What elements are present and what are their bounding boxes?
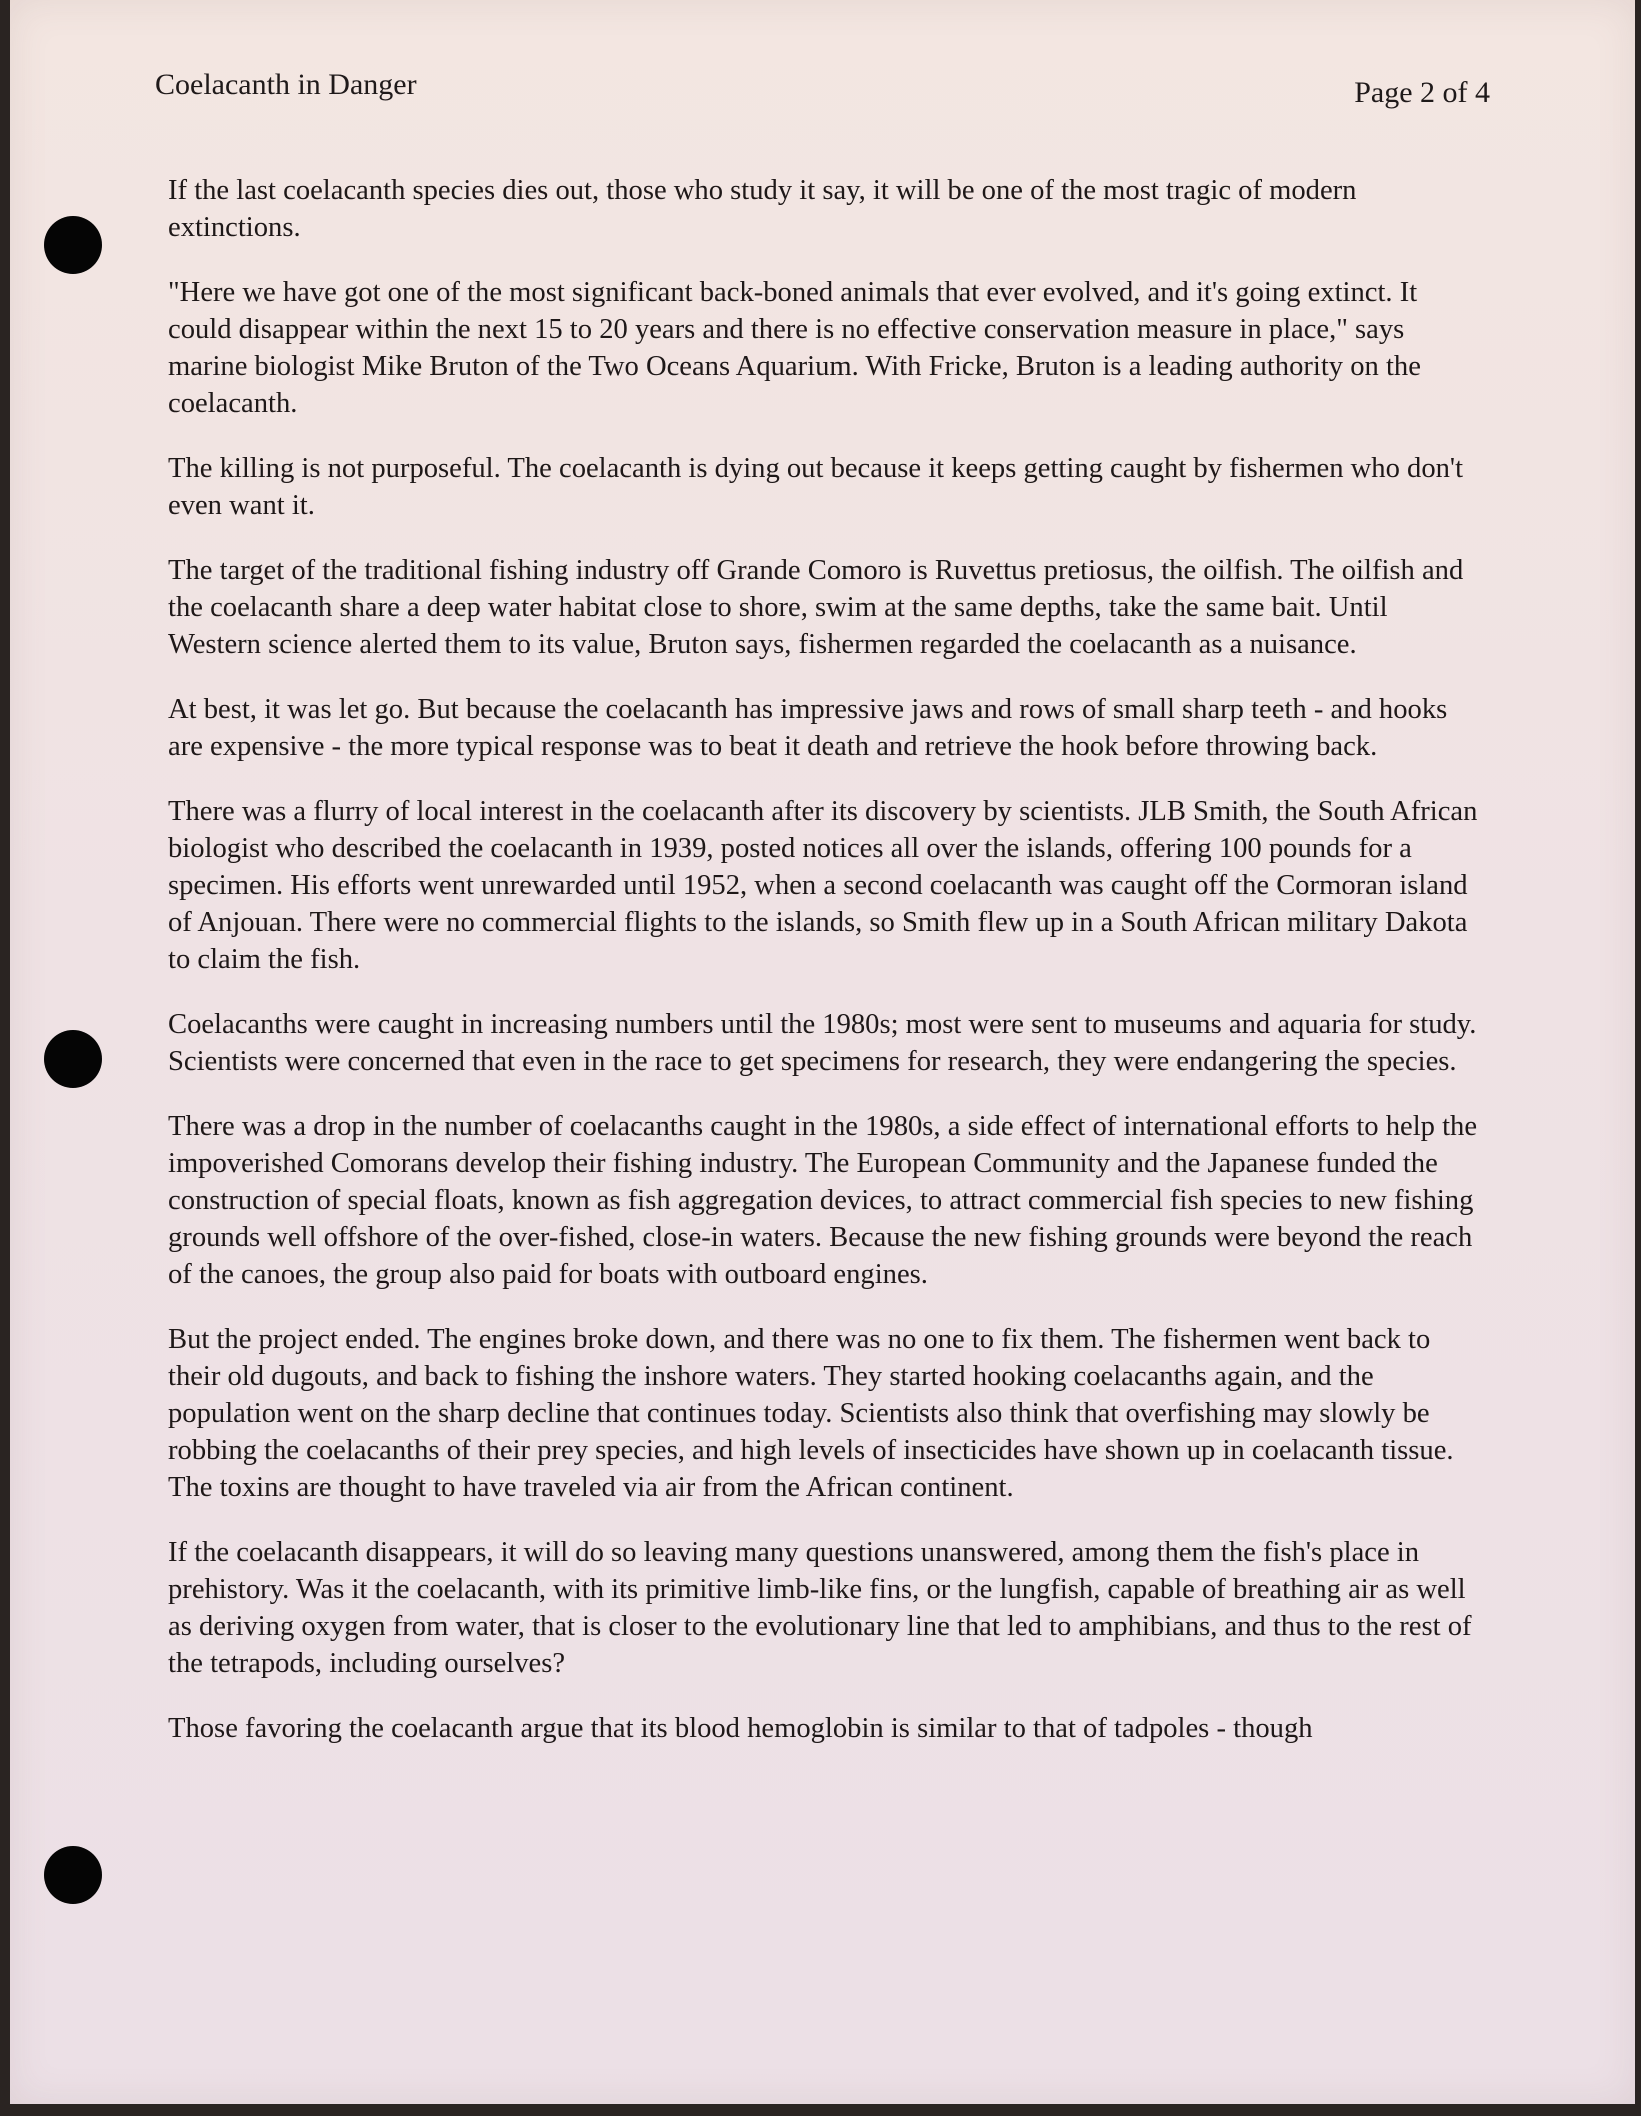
paragraph-8: There was a drop in the number of coelacanths caught in the 1980s, a side effect of international efforts to help the impoverished Comorans develop their fishing industry. The European Community and the Japanese funded the construction of special floats, known as fish aggregation devices, to attract commercial fish species to new fishing grounds well offshore of the over-fished, close-in waters. Because the new fishing grounds were beyond the reach of the canoes, the group also paid for boats with outboard engines.: [168, 1111, 1478, 1290]
document-title: Coelacanth in Danger: [155, 68, 417, 101]
paragraph-2: "Here we have got one of the most significant back-boned animals that ever evolved, and it's going extinct. It could disappear within the next 15 to 20 years and there is no effective conservation measure in place," says marine biologist Mike Bruton of the Two Oceans Aquarium. With Fricke, Bruton is a leading authority on the coelacanth.: [168, 277, 1421, 419]
paragraph-10: If the coelacanth disappears, it will do so leaving many questions unanswered, among them the fish's place in prehistory. Was it the coelacanth, with its primitive limb-like fins, or the lungfish, capable of breathing air as well as deriving oxygen from water, that is closer to the evolutionary line that led to amphibians, and thus to the rest of the tetrapods, including ourselves?: [168, 1537, 1472, 1679]
paragraph-7: Coelacanths were caught in increasing numbers until the 1980s; most were sent to museums and aquaria for study. Scientists were concerned that even in the race to get specimens for research, they were endangering the species.: [168, 1009, 1477, 1077]
paragraph-5: At best, it was let go. But because the coelacanth has impressive jaws and rows of small sharp teeth - and hooks are expensive - the more typical response was to beat it death and retrieve the hook before throwing back.: [168, 694, 1448, 762]
document-page: [10, 0, 1635, 2104]
page-number: Page 2 of 4: [1354, 76, 1490, 109]
document-body: [168, 172, 1478, 1775]
paragraph-4: The target of the traditional fishing industry off Grande Comoro is Ruvettus pretiosus, the oilfish. The oilfish and the coelacanth share a deep water habitat close to shore, swim at the same depths, take the same bait. Until Western science alerted them to its value, Bruton says, fishermen regarded the coelacanth as a nuisance.: [168, 555, 1464, 660]
paragraph-1: If the last coelacanth species dies out, those who study it say, it will be one of the most tragic of modern extinctions.: [168, 175, 1357, 243]
paragraph-6: There was a flurry of local interest in the coelacanth after its discovery by scientists. JLB Smith, the South African biologist who described the coelacanth in 1939, posted notices all over the islands, offering 100 pounds for a specimen. His efforts went unrewarded until 1952, when a second coelacanth was caught off the Cormoran island of Anjouan. There were no commercial flights to the islands, so Smith flew up in a South African military Dakota to claim the fish.: [168, 796, 1478, 975]
paragraph-11: Those favoring the coelacanth argue that its blood hemoglobin is similar to that of tadpoles - though: [168, 1713, 1313, 1744]
punch-hole-middle: [44, 1030, 102, 1088]
paragraph-9: But the project ended. The engines broke down, and there was no one to fix them. The fishermen went back to their old dugouts, and back to fishing the inshore waters. They started hooking coelacanths again, and the population went on the sharp decline that continues today. Scientists also think that overfishing may slowly be robbing the coelacanths of their prey species, and high levels of insecticides have shown up in coelacanth tissue. The toxins are thought to have traveled via air from the African continent.: [168, 1324, 1454, 1503]
punch-hole-bottom: [44, 1846, 102, 1904]
punch-hole-top: [44, 216, 102, 274]
paragraph-3: The killing is not purposeful. The coelacanth is dying out because it keeps getting caught by fishermen who don't even want it.: [168, 453, 1464, 521]
